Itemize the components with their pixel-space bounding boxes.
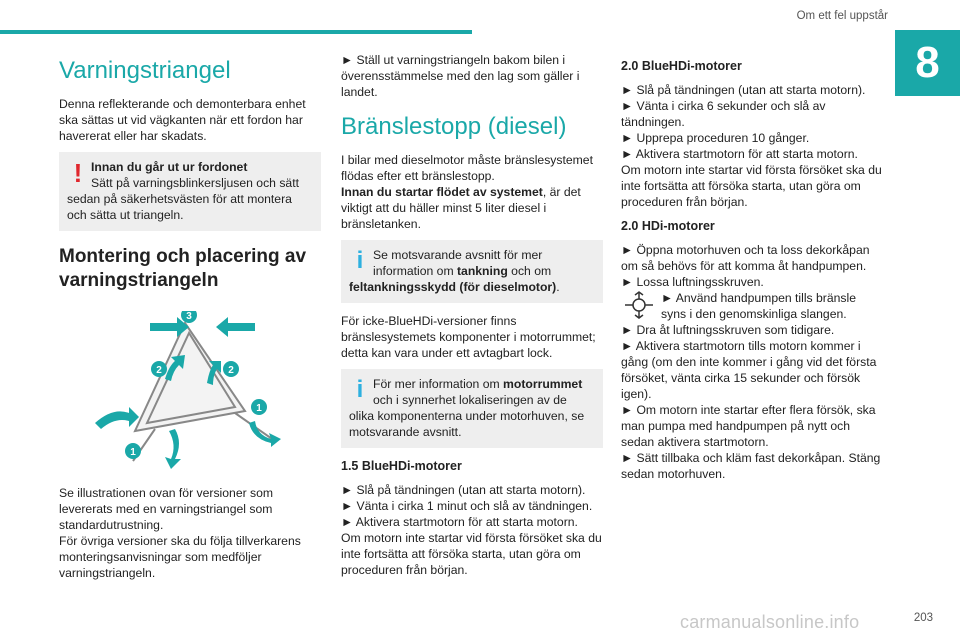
badge-1-left-label: 1 [130, 447, 136, 458]
step-item: ► Om motorn inte startar efter flera försök, ska man pumpa med handpumpen på nytt och sedan aktivera startmotorn. [621, 403, 876, 449]
step-item: ► Sätt tillbaka och kläm fast dekorkåpan. Stäng sedan motorhuven. [621, 451, 881, 481]
warning-title: Innan du går ut ur fordonet [91, 160, 248, 174]
info-box-refuelling [341, 240, 603, 303]
caption-paragraph: Se illustrationen ovan för versioner som levererats med en varningstriangel som standardutrustning. [59, 486, 274, 532]
step-item: ► Aktivera startmotorn tills motorn kommer i gång (om den inte kommer i gång vid det första försöket, vänta cirka 15 sekunder och försök igen). [621, 339, 877, 401]
info1-text-d: . [556, 280, 560, 294]
section-title-mounting: Montering och placering av varningstriangeln [59, 246, 307, 291]
info2-text-c: och i synnerhet lokaliseringen av de olika komponenterna under motorhuven, se motsvarande avsnitt. [349, 393, 585, 439]
step-item: ► Öppna motorhuven och ta loss dekorkåpan om så behövs för att komma åt handpumpen. [621, 243, 870, 273]
chapter-number-tab: 8 [895, 30, 960, 96]
info1-text-a: Se motsvarande avsnitt för mer information om [373, 248, 543, 278]
info-box-engine-bay [341, 369, 603, 448]
section-title-warning-triangle: Varningstriangel [59, 57, 231, 84]
fuel-intro-text: I bilar med dieselmotor måste bränslesystemet flödas efter ett bränslestopp. [341, 153, 593, 183]
step-item: ► Lossa luftningsskruven. [621, 275, 764, 289]
badge-2-right-label: 2 [228, 365, 234, 376]
watermark: carmanualsonline.info [680, 612, 860, 632]
info-icon: i [356, 376, 364, 403]
hand-pump-icon [621, 290, 661, 320]
warning-text: Sätt på varningsblinkersljusen och sätt sedan på säkerhetsvästen för att montera och sätta ut triangeln. [67, 176, 299, 222]
step-item: ► Aktivera startmotorn för att starta motorn. [341, 515, 578, 529]
badge-3-label: 3 [186, 311, 192, 322]
subtitle-20-bluehdi: 2.0 BlueHDi-motorer [621, 59, 742, 73]
info1-bold-misfuel: feltankningsskydd (för dieselmotor) [349, 280, 557, 294]
warning-box [59, 152, 321, 231]
page-number: 203 [913, 612, 933, 624]
step-item: Om motorn inte startar vid första försöket ska du inte fortsätta att försöka starta, utan göra om proceduren från början. [621, 163, 882, 209]
step-place-triangle: ► Ställ ut varningstriangeln bakom bilen i överensstämmelse med den lag som gäller i landet. [341, 53, 580, 99]
column-1 [59, 52, 321, 589]
info1-bold-refuel: tankning [457, 264, 508, 278]
step-item: ► Vänta i cirka 6 sekunder och slå av tändningen. [621, 99, 826, 129]
section-title-fuel-stop: Bränslestopp (diesel) [341, 113, 567, 140]
fuel-intro-bold: Innan du startar flödet av systemet [341, 185, 543, 199]
exclamation-icon: ! [73, 158, 83, 188]
step-list-15 [341, 482, 603, 578]
step-text: ► Använd handpumpen tills bränsle syns i den genomskinliga slangen. [661, 291, 856, 321]
fuel-intro-rest: , är det viktigt att du häller minst 5 liter diesel i bränsletanken. [341, 185, 581, 231]
step-item: Om motorn inte startar vid första försöket ska du inte fortsätta att försöka starta, utan göra om proceduren från början. [341, 531, 602, 577]
info-icon: i [356, 247, 364, 274]
header-accent-bar [0, 30, 472, 34]
info1-text-c: och om [507, 264, 552, 278]
chapter-header-title: Om ett fel uppstår [796, 10, 888, 22]
step-item: ► Upprepa proceduren 10 gånger. [621, 131, 810, 145]
step-item: ► Aktivera startmotorn för att starta motorn. [621, 147, 858, 161]
step-item: ► Vänta i cirka 1 minut och slå av tändningen. [341, 499, 593, 513]
badge-2-left-label: 2 [156, 365, 162, 376]
components-paragraph: För icke-BlueHDi-versioner finns bränslesystemets komponenter i motorrummet; detta kan vara under ett avtagbart lock. [341, 314, 596, 360]
info2-text-a: För mer information om [373, 377, 504, 391]
step-item-with-icon [621, 290, 883, 322]
subtitle-20-hdi: 2.0 HDi-motorer [621, 219, 715, 233]
step-list-hdi [621, 242, 883, 482]
info2-bold: motorrummet [503, 377, 583, 391]
badge-1-right-label: 1 [256, 403, 262, 414]
intro-paragraph: Denna reflekterande och demonterbara enhet ska sättas ut vid vägkanten när ett fordon har havererat eller har skadats. [59, 97, 306, 143]
column-3 [621, 52, 883, 482]
step-item: ► Dra åt luftningsskruven som tidigare. [621, 323, 835, 337]
caption-paragraph-2: För övriga versioner ska du följa tillverkarens monteringsanvisningar som medföljer varningstriangeln. [59, 534, 301, 580]
step-list-20 [621, 82, 883, 210]
triangle-illustration [95, 311, 295, 471]
step-item: ► Slå på tändningen (utan att starta motorn). [621, 83, 866, 97]
step-item: ► Slå på tändningen (utan att starta motorn). [341, 483, 586, 497]
subtitle-15-bluehdi: 1.5 BlueHDi-motorer [341, 459, 462, 473]
fuel-intro [341, 152, 603, 232]
column-2 [341, 52, 603, 578]
